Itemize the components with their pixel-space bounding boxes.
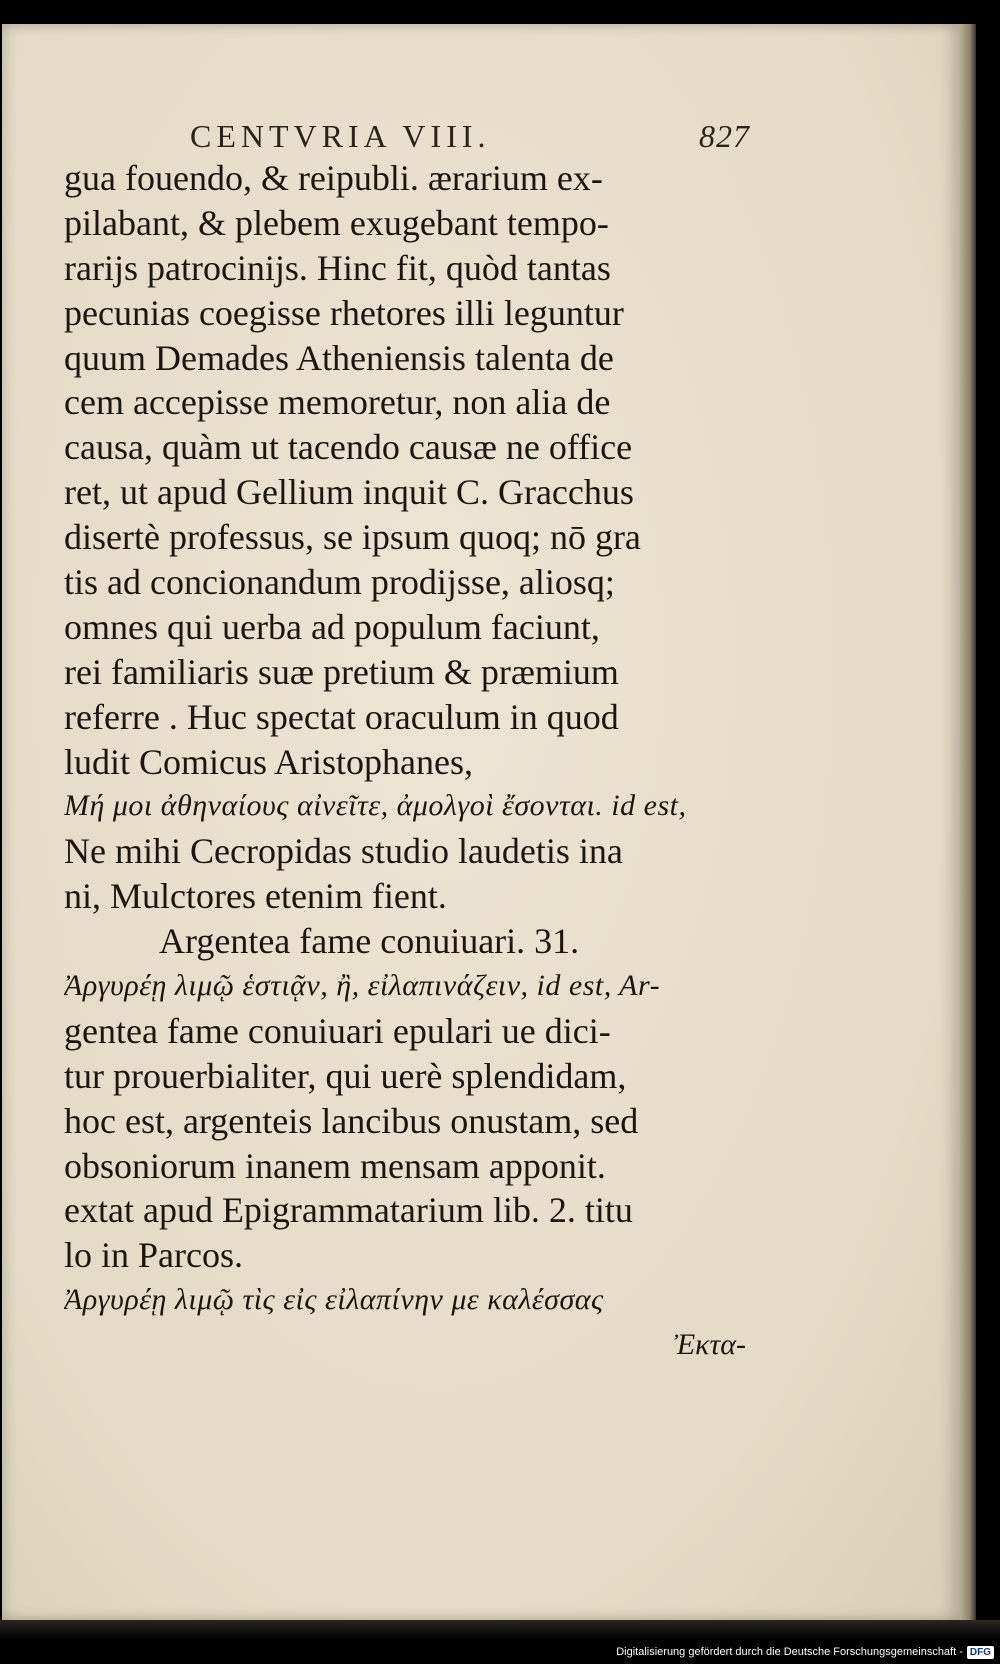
text-line: obsoniorum inanem mensam apponit. (64, 1145, 606, 1186)
footer-credit: Digitalisierung gefördert durch die Deutsche Forschungsgemeinschaft - (616, 1646, 963, 1658)
page-edge (960, 24, 976, 1620)
text-line: omnes qui uerba ad populum faciunt, (64, 606, 600, 647)
text-line: ret, ut apud Gellium inquit C. Gracchus (64, 472, 634, 513)
text-line: lo in Parcos. (64, 1235, 243, 1276)
text-line: tur prouerbialiter, qui uerè splendidam, (64, 1055, 627, 1096)
text-line: rei familiaris suæ pretium & præmium (64, 651, 619, 692)
text-line: pilabant, & plebem exugebant tempo- (64, 202, 609, 243)
catchword: Ἐκτα- (673, 1328, 746, 1362)
text-line: rarijs patrocinijs. Hinc fit, quòd tantas (64, 247, 611, 288)
text-line: pecunias coegisse rhetores illi leguntur (64, 292, 624, 333)
text-line: gentea fame conuiuari epulari ue dici- (64, 1010, 611, 1051)
text-line: ludit Comicus Aristophanes, (64, 741, 473, 782)
text-line: Argentea fame conuiuari. 31. (159, 921, 580, 962)
text-line: disertè professus, se ipsum quoq; nō gra (64, 517, 641, 558)
running-head-title: CENTVRIA VIII. (190, 118, 491, 154)
text-line: ni, Mulctores etenim fient. (64, 876, 447, 917)
main-text (64, 156, 754, 1368)
dfg-logo: DFG (967, 1646, 994, 1659)
text-line: extat apud Epigrammatarium lib. 2. titu (64, 1190, 633, 1231)
page-number: 827 (699, 118, 750, 154)
text-line: hoc est, argenteis lancibus onustam, sed (64, 1100, 639, 1141)
greek-line: Ἀργυρέῃ λιμῷ τὶς εἰς εἰλαπίνην με καλέσσας (64, 1283, 604, 1317)
greek-line: Ἀργυρέῃ λιμῷ ἑστιᾷν, ἢ, εἰλαπινάζειν, id est, Ar- (64, 969, 661, 1003)
text-line: referre . Huc spectat oraculum in quod (64, 696, 619, 737)
text-line: quum Demades Atheniensis talenta de (64, 337, 614, 378)
digitization-footer (616, 1643, 994, 1661)
text-line: gua fouendo, & reipubli. ærarium ex- (64, 158, 603, 198)
text-line: tis ad concionandum prodijsse, aliosq; (64, 562, 615, 603)
bottom-shadow (0, 1620, 1000, 1640)
text-line: cem accepisse memoretur, non alia de (64, 382, 611, 423)
text-line: Ne mihi Cecropidas studio laudetis ina (64, 831, 623, 872)
greek-line: Μή μοι ἀθηναίους αἰνεῖτε, ἀμολγοὶ ἔσονται. id est, (64, 789, 687, 823)
text-line: causa, quàm ut tacendo causæ ne office (64, 427, 633, 468)
